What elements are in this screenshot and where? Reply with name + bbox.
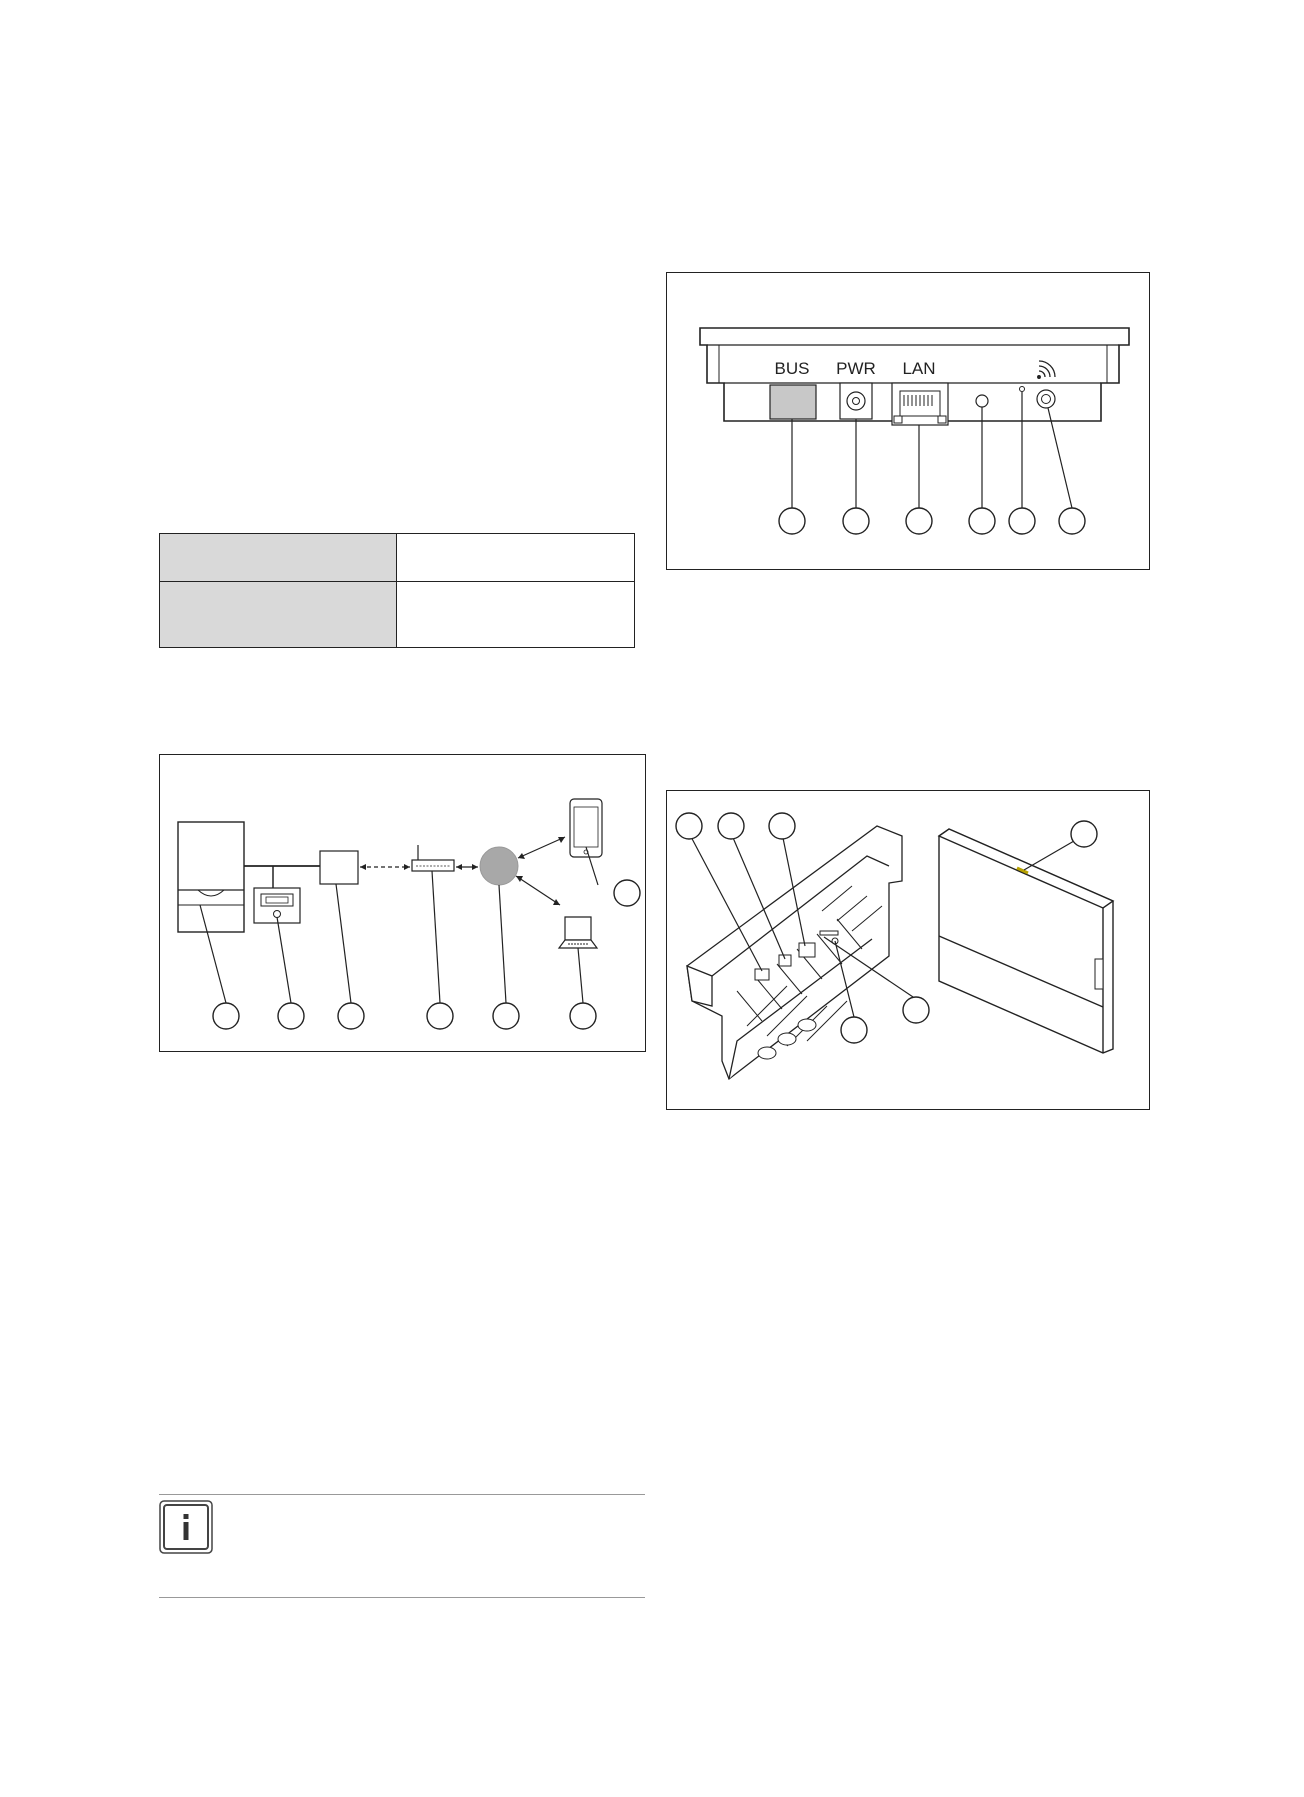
lan-label: LAN [902, 359, 936, 378]
note-top-rule [159, 1494, 645, 1495]
router [412, 860, 454, 871]
internet-node [480, 847, 518, 885]
boiler [178, 822, 244, 932]
callout-circle [843, 508, 869, 534]
figure-ports [666, 272, 1150, 570]
callout-circle [841, 1017, 867, 1043]
callout-circle [1059, 508, 1085, 534]
reset-hole [1020, 387, 1025, 392]
gateway-box [320, 851, 358, 884]
table-row [160, 534, 635, 582]
callout-circle [969, 508, 995, 534]
callout-circle [213, 1003, 239, 1029]
laptop [565, 917, 591, 940]
table-key-cell [160, 534, 397, 582]
bus-port [770, 385, 816, 419]
callout-circle [769, 813, 795, 839]
callout-circle [338, 1003, 364, 1029]
bus-label: BUS [774, 359, 810, 378]
figure-housing [666, 790, 1150, 1110]
callout-circle [779, 508, 805, 534]
callout-circle [906, 508, 932, 534]
connections-illustration [160, 755, 644, 1050]
callout-circle [427, 1003, 453, 1029]
callout-circle [570, 1003, 596, 1029]
housing-illustration [667, 791, 1148, 1108]
figure-connections [159, 754, 646, 1052]
pwr-label: PWR [836, 359, 876, 378]
callout-circle [614, 880, 640, 906]
table-value-cell [397, 534, 635, 582]
callout-circle [718, 813, 744, 839]
callout-circle [493, 1003, 519, 1029]
table-value-cell [397, 582, 635, 648]
table-row [160, 582, 635, 648]
info-table [159, 533, 635, 648]
callout-circle [278, 1003, 304, 1029]
note-bottom-rule [159, 1597, 645, 1598]
lan-connector [799, 943, 815, 957]
callout-circle [903, 997, 929, 1023]
ports-illustration [667, 273, 1148, 568]
callout-circle [1009, 508, 1035, 534]
table-key-cell [160, 582, 397, 648]
info-icon [159, 1500, 213, 1554]
power-connector [779, 955, 791, 966]
callout-circle [1071, 821, 1097, 847]
callout-circle [676, 813, 702, 839]
status-led [976, 395, 988, 407]
